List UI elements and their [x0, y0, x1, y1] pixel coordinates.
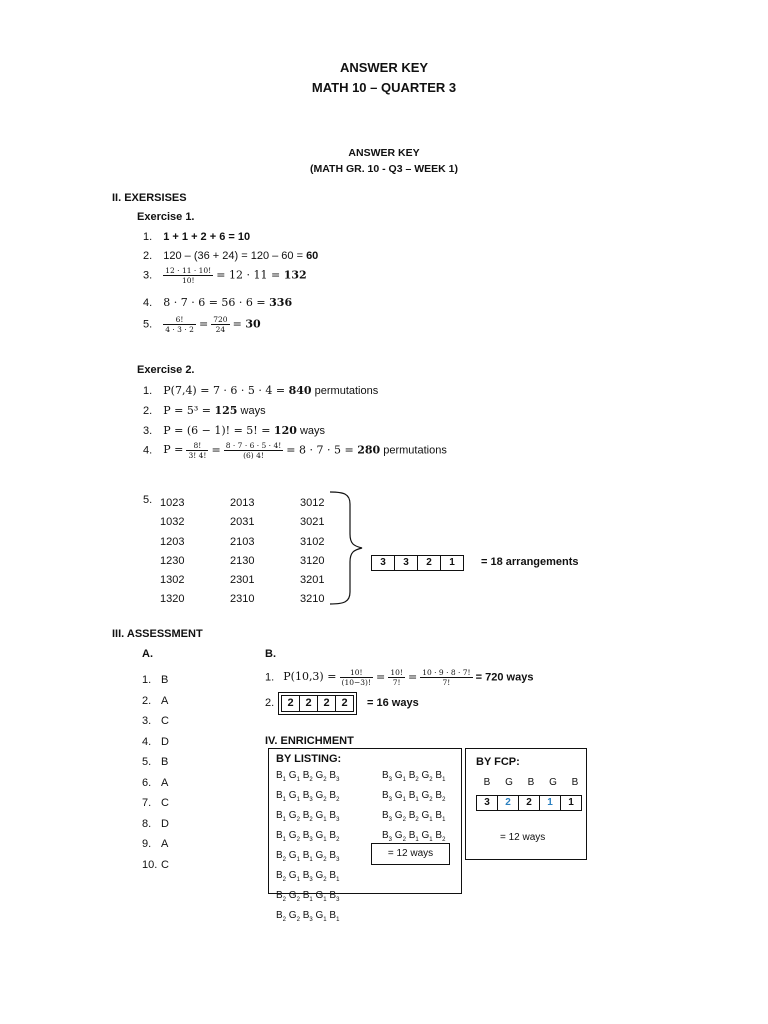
b2-box-row: [278, 692, 357, 715]
ex2-ans-1: 840: [288, 384, 312, 397]
b2-num: 2.: [265, 697, 275, 709]
list-item: 2. A: [142, 694, 169, 707]
ex1-ans-2: 60: [306, 250, 319, 262]
ex1-item-3: [143, 266, 307, 285]
listing-arrangement: $B_3$ $G_1$ $B_1$ $G_2$ $B_2$: [382, 790, 446, 803]
ex1-ans-5: 30: [245, 317, 261, 331]
page-title: ANSWER KEY: [339, 60, 429, 75]
fcp-count-box: 1: [539, 795, 561, 811]
page-subtitle: MATH 10 – QUARTER 3: [311, 80, 457, 95]
fcp-letter: G: [505, 777, 513, 788]
assessment-b-item-1: [265, 668, 533, 687]
fcp-letter: B: [483, 777, 491, 788]
ex1-fraction-3: $\frac{12 \cdot 11 \cdot 10!}{10!}$: [165, 266, 212, 285]
list-item: 6. A: [142, 776, 169, 789]
fcp-count-box: 1: [560, 795, 582, 811]
ex1-ans-4: 336: [269, 296, 293, 309]
arrangement: 1032: [160, 516, 185, 529]
arrangement: 1230: [160, 554, 185, 567]
ex1-item-5: [143, 315, 261, 334]
listing-arrangement: $B_3$ $G_2$ $B_1$ $G_1$ $B_2$: [382, 830, 446, 843]
exercise-1-title: Exercise 1.: [137, 211, 195, 223]
list-item: 7. C: [142, 797, 169, 809]
ex2-5-col-2: [230, 494, 254, 610]
b1-fraction-3: $\frac{10 \cdot 9 \cdot 8 \cdot 7!}{7!}$: [422, 668, 471, 687]
list-item: 1. B: [142, 674, 169, 686]
b1-eq-2: =: [407, 670, 418, 684]
ex1-expr-2: 120 – (36 + 24) = 120 – 60 =: [163, 250, 307, 262]
fcp-answer: = 12 ways: [500, 832, 546, 843]
fcp-count-box: 3: [476, 795, 498, 811]
ex1-item-1: [143, 231, 250, 243]
ex1-expr-4: 8 · 7 · 6 = 56 · 6 =: [163, 296, 270, 309]
ex2-p-4: P =: [163, 443, 184, 457]
listing-arrangement: $B_2$ $G_2$ $B_3$ $G_1$ $B_1$: [276, 910, 340, 923]
fcp-title: BY FCP:: [476, 756, 520, 768]
ex2-5-label: 5.: [143, 494, 153, 506]
arrangement: 3102: [300, 535, 325, 548]
ex1-num-3: 3.: [143, 269, 153, 282]
ex1-num-4: 4.: [143, 297, 153, 309]
ex2-fraction-4a: $\frac{8!}{3! 4!}$: [188, 441, 207, 460]
arrangement: 1320: [160, 593, 185, 606]
listing-arrangement: $B_1$ $G_1$ $B_2$ $G_2$ $B_3$: [276, 770, 340, 783]
b1-fraction-1: $\frac{10!}{(10-3)!}$: [341, 668, 371, 687]
ex2-item-2: [143, 404, 266, 417]
listing-arrangement: $B_3$ $G_2$ $B_2$ $G_1$ $B_1$: [382, 810, 446, 823]
ex2-fraction-4b: $\frac{8 \cdot 7 \cdot 6 \cdot 5 \cdot 4!}{(6) 4!}$: [225, 441, 282, 460]
listing-col-1: [276, 768, 339, 928]
arrangement: 3021: [300, 516, 325, 529]
ex2-num-1: 1.: [143, 385, 153, 397]
ex1-num-2: 2.: [143, 250, 153, 262]
count-box: 2: [281, 695, 300, 712]
ex1-expr-3: = 12 · 11 =: [216, 268, 284, 282]
exercise-2-title: Exercise 2.: [137, 364, 195, 376]
ex2-eq-4: =: [211, 443, 221, 457]
ex2-expr-2: P = 5³ =: [163, 404, 215, 417]
b2-answer: = 16 ways: [367, 697, 419, 709]
ex2-5-col-1: [160, 494, 184, 610]
listing-title: BY LISTING:: [276, 753, 342, 765]
assessment-a-list: [142, 670, 169, 875]
arrangement: 2310: [230, 593, 255, 606]
ex2-num-4: 4.: [143, 444, 153, 457]
ex2-item-1: [143, 384, 378, 397]
answer-key-subheading: (MATH GR. 10 - Q3 – WEEK 1): [310, 163, 458, 175]
ex2-ans-2: 125: [214, 404, 238, 417]
ex1-item-4: [143, 296, 292, 309]
ex1-expr-1: 1 + 1 + 2 + 6 =: [163, 231, 238, 243]
ex2-item-3: [143, 424, 325, 437]
ex1-ans-1: 10: [237, 231, 251, 243]
assessment-b-label: B.: [265, 648, 276, 660]
assessment-a-label: A.: [142, 648, 153, 660]
count-box: 3: [371, 555, 395, 571]
listing-arrangement: $B_1$ $G_1$ $B_3$ $G_2$ $B_2$: [276, 790, 340, 803]
ex2-ans-4: 280: [357, 443, 381, 457]
ex2-num-3: 3.: [143, 425, 153, 437]
arrangement: 2130: [230, 554, 255, 567]
ex2-item-4: [143, 441, 447, 460]
ex1-ans-3: 132: [283, 268, 307, 282]
arrangement: 3201: [300, 574, 325, 587]
ex2-num-2: 2.: [143, 405, 153, 417]
count-box: 2: [335, 695, 354, 712]
count-box: 2: [299, 695, 318, 712]
ex1-num-5: 5.: [143, 318, 153, 331]
ex2-expr-1: P(7,4) = 7 · 6 · 5 · 4 =: [163, 384, 289, 397]
list-item: 9. A: [142, 838, 169, 850]
count-box: 1: [440, 555, 464, 571]
ex1-fraction-5b: $\frac{720}{24}$: [213, 315, 228, 334]
arrangement: 1302: [160, 574, 185, 587]
fcp-count-box: 2: [518, 795, 540, 811]
fcp-box-row: [477, 795, 582, 811]
count-box: 3: [394, 555, 418, 571]
list-item: 8. D: [142, 817, 169, 830]
b1-expr: P(10,3) =: [283, 670, 337, 684]
arrangement: 2031: [230, 516, 255, 529]
ex2-ans-3: 120: [273, 424, 297, 437]
listing-arrangement: $B_2$ $G_1$ $B_1$ $G_2$ $B_3$: [276, 850, 340, 863]
fcp-letter: G: [549, 777, 557, 788]
ex2-expr-3: P = (6 − 1)! = 5! =: [163, 424, 274, 437]
listing-arrangement: $B_2$ $G_2$ $B_1$ $G_1$ $B_3$: [276, 890, 340, 903]
arrangement: 3012: [300, 497, 325, 509]
ex1-expr-5: =: [232, 317, 246, 331]
ex1-item-2: [143, 250, 318, 262]
ex1-num-1: 1.: [143, 231, 153, 243]
b1-answer: = 720 ways: [475, 671, 534, 684]
arrangement: 3120: [300, 554, 325, 567]
ex2-5-box-row: [372, 555, 464, 571]
curly-brace: [328, 488, 368, 608]
answer-key-heading: ANSWER KEY: [348, 147, 420, 159]
b1-num: 1.: [265, 671, 275, 684]
list-item: 5. B: [142, 756, 169, 768]
listing-arrangement: $B_1$ $G_2$ $B_2$ $G_1$ $B_3$: [276, 810, 340, 823]
arrangement: 3210: [300, 593, 325, 606]
list-item: 10. C: [142, 858, 169, 871]
arrangement: 2013: [230, 497, 255, 509]
b1-eq-1: =: [376, 670, 386, 684]
listing-col-2: [382, 768, 445, 848]
ex2-tail-1: permutations: [311, 385, 379, 397]
count-box: 2: [317, 695, 336, 712]
list-item: 4. D: [142, 735, 169, 748]
fcp-count-box: 2: [497, 795, 519, 811]
ex2-5-result: = 18 arrangements: [481, 556, 579, 568]
count-box: 2: [417, 555, 441, 571]
ex2-tail-4: permutations: [380, 444, 447, 457]
listing-arrangement: $B_1$ $G_2$ $B_3$ $G_1$ $B_2$: [276, 830, 340, 843]
fcp-letter: B: [527, 777, 535, 788]
listing-arrangement: $B_2$ $G_1$ $B_3$ $G_2$ $B_1$: [276, 870, 340, 883]
arrangement: 1023: [160, 497, 185, 509]
arrangement: 2301: [230, 574, 255, 587]
arrangement: 2103: [230, 535, 255, 548]
assessment-heading: III. ASSESSMENT: [112, 628, 203, 640]
enrichment-heading: IV. ENRICHMENT: [265, 735, 354, 747]
exercises-heading: II. EXERSISES: [112, 192, 187, 204]
listing-answer: = 12 ways: [371, 843, 450, 865]
ex2-5-col-3: [300, 494, 324, 610]
b1-fraction-2: $\frac{10!}{7!}$: [390, 668, 403, 687]
ex1-fraction-5a: $\frac{6!}{4 \cdot 3 \cdot 2}$: [165, 315, 194, 334]
list-item: 3. C: [142, 715, 169, 727]
fcp-letters: [476, 777, 586, 788]
ex2-tail-2: ways: [237, 405, 266, 417]
fcp-letter: B: [571, 777, 579, 788]
ex2-tail-3: ways: [296, 425, 326, 437]
listing-arrangement: $B_3$ $G_1$ $B_2$ $G_2$ $B_1$: [382, 770, 446, 783]
ex1-eq-5: =: [198, 317, 209, 331]
ex2-expr-4: = 8 · 7 · 5 =: [286, 443, 358, 457]
arrangement: 1203: [160, 535, 185, 548]
